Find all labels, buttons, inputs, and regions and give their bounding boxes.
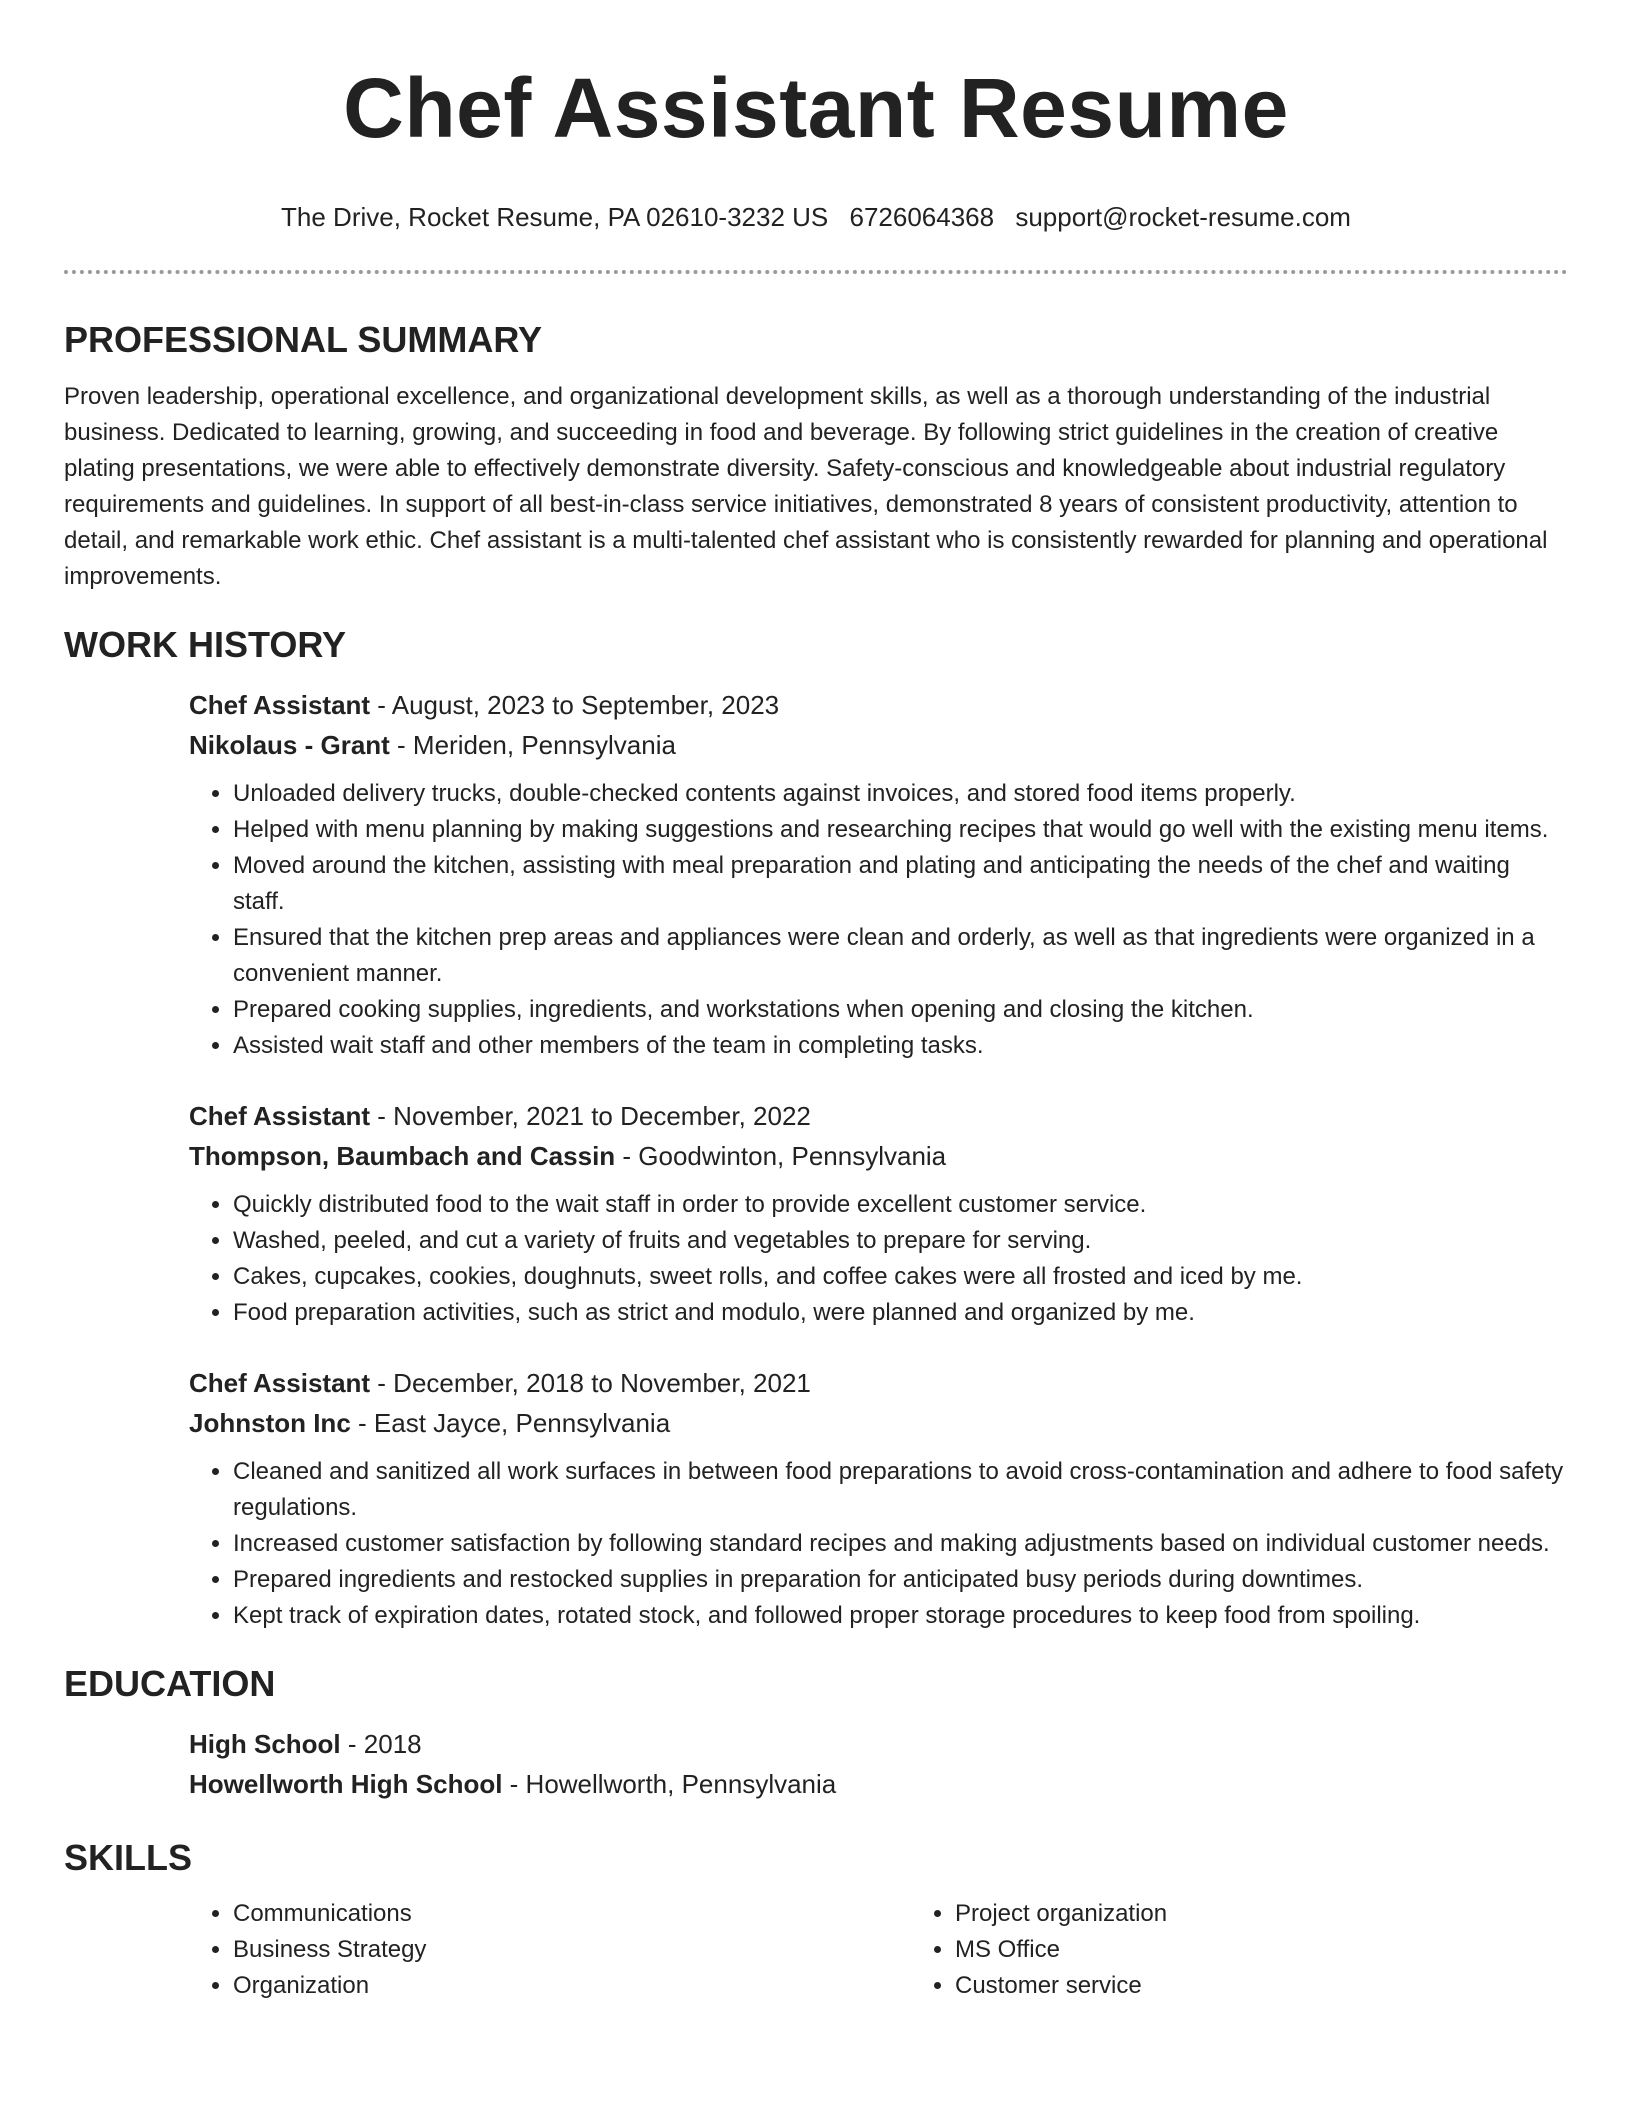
job-location: - Meriden, Pennsylvania [389,730,676,760]
job-title-line [189,1363,1568,1403]
job-company-line [189,725,1568,765]
education-school: Howellworth High School [189,1769,503,1799]
job-bullets [189,1454,1568,1634]
skill-item: • Communications [233,1896,911,1932]
job-bullet: • Helped with menu planning by making suggestions and researching recipes that would go well with the existing menu items. [233,812,1568,848]
work-history-heading: WORK HISTORY [64,624,347,665]
job-dates: - November, 2021 to December, 2022 [370,1101,811,1131]
job-bullet: • Prepared ingredients and restocked supplies in preparation for anticipated busy periods during downtimes. [233,1562,1568,1598]
job-entry [189,1096,1568,1331]
contact-address: The Drive, Rocket Resume, PA 02610-3232 US [281,202,829,232]
job-bullet: • Cleaned and sanitized all work surfaces in between food preparations to avoid cross-contamination and adhere to food safety regulations. [233,1454,1568,1526]
job-bullet: • Unloaded delivery trucks, double-checked contents against invoices, and stored food items properly. [233,776,1568,812]
job-title: Chef Assistant [189,1101,371,1131]
job-company: Johnston Inc [189,1408,351,1438]
skill-item: • Organization [233,1968,911,2004]
job-entry [189,1363,1568,1634]
job-company: Thompson, Baumbach and Cassin [189,1141,616,1171]
skills-column-right [911,1896,1555,2004]
skills-column-left [189,1896,911,2004]
summary-text: Proven leadership, operational excellence, and organizational development skills, as well as a thorough understanding of the industrial business. Dedicated to learning, growing, and succeeding in food and beverage. By following strict guidelines in the creation of creative plating presentations, we were able to effectively demonstrate diversity. Safety-conscious and knowledgeable about industrial regulatory requirements and guidelines. In support of all best-in-class service initiatives, demonstrated 8 years of consistent productivity, attention to detail, and remarkable work ethic. Chef assistant is a multi-talented chef assistant who is consistently rewarded for planning and operational improvements. [64,383,1548,590]
contact-line [64,200,1568,234]
job-entry [189,685,1568,1064]
job-bullet: • Cakes, cupcakes, cookies, doughnuts, sweet rolls, and coffee cakes were all frosted and iced by me. [233,1259,1568,1295]
education-degree: High School [189,1729,341,1759]
education-degree-line [189,1724,1568,1764]
job-bullet: • Food preparation activities, such as strict and modulo, were planned and organized by me. [233,1295,1568,1331]
education-heading: EDUCATION [64,1663,276,1704]
education-school-line [189,1764,1568,1804]
education-entry [189,1724,1568,1804]
contact-phone: 6726064368 [849,202,995,232]
job-bullet: • Washed, peeled, and cut a variety of fruits and vegetables to prepare for serving. [233,1223,1568,1259]
job-title-line [189,1096,1568,1136]
header-divider [64,270,1568,274]
education-year: - 2018 [340,1729,422,1759]
job-company: Nikolaus - Grant [189,730,390,760]
education-location: - Howellworth, Pennsylvania [502,1769,837,1799]
skill-item: • MS Office [955,1932,1555,1968]
job-bullet: • Kept track of expiration dates, rotated stock, and followed proper storage procedures to keep food from spoiling. [233,1598,1568,1634]
job-bullet: • Assisted wait staff and other members of the team in completing tasks. [233,1028,1568,1064]
job-location: - Goodwinton, Pennsylvania [615,1141,947,1171]
skill-item: • Project organization [955,1896,1555,1932]
job-company-line [189,1403,1568,1443]
job-location: - East Jayce, Pennsylvania [350,1408,671,1438]
job-title: Chef Assistant [189,1368,371,1398]
job-bullet: • Increased customer satisfaction by following standard recipes and making adjustments based on individual customer needs. [233,1526,1568,1562]
job-bullet: • Moved around the kitchen, assisting with meal preparation and plating and anticipating the needs of the chef and waiting staff. [233,848,1568,920]
job-title: Chef Assistant [189,690,371,720]
skill-item: • Customer service [955,1968,1555,2004]
job-bullet: • Quickly distributed food to the wait staff in order to provide excellent customer service. [233,1187,1568,1223]
skills-grid [189,1896,1568,2004]
job-bullet: • Ensured that the kitchen prep areas and appliances were clean and orderly, as well as that ingredients were organized in a convenient manner. [233,920,1568,992]
job-bullets [189,1187,1568,1331]
job-company-line [189,1136,1568,1176]
skill-item: • Business Strategy [233,1932,911,1968]
skills-heading: SKILLS [64,1837,193,1878]
summary-heading: PROFESSIONAL SUMMARY [64,319,543,360]
job-bullets [189,776,1568,1064]
job-bullet: • Prepared cooking supplies, ingredients, and workstations when opening and closing the kitchen. [233,992,1568,1028]
job-dates: - December, 2018 to November, 2021 [370,1368,811,1398]
contact-email: support@rocket-resume.com [1015,202,1351,232]
job-title-line [189,685,1568,725]
job-dates: - August, 2023 to September, 2023 [370,690,780,720]
resume-title: Chef Assistant Resume [343,61,1289,155]
